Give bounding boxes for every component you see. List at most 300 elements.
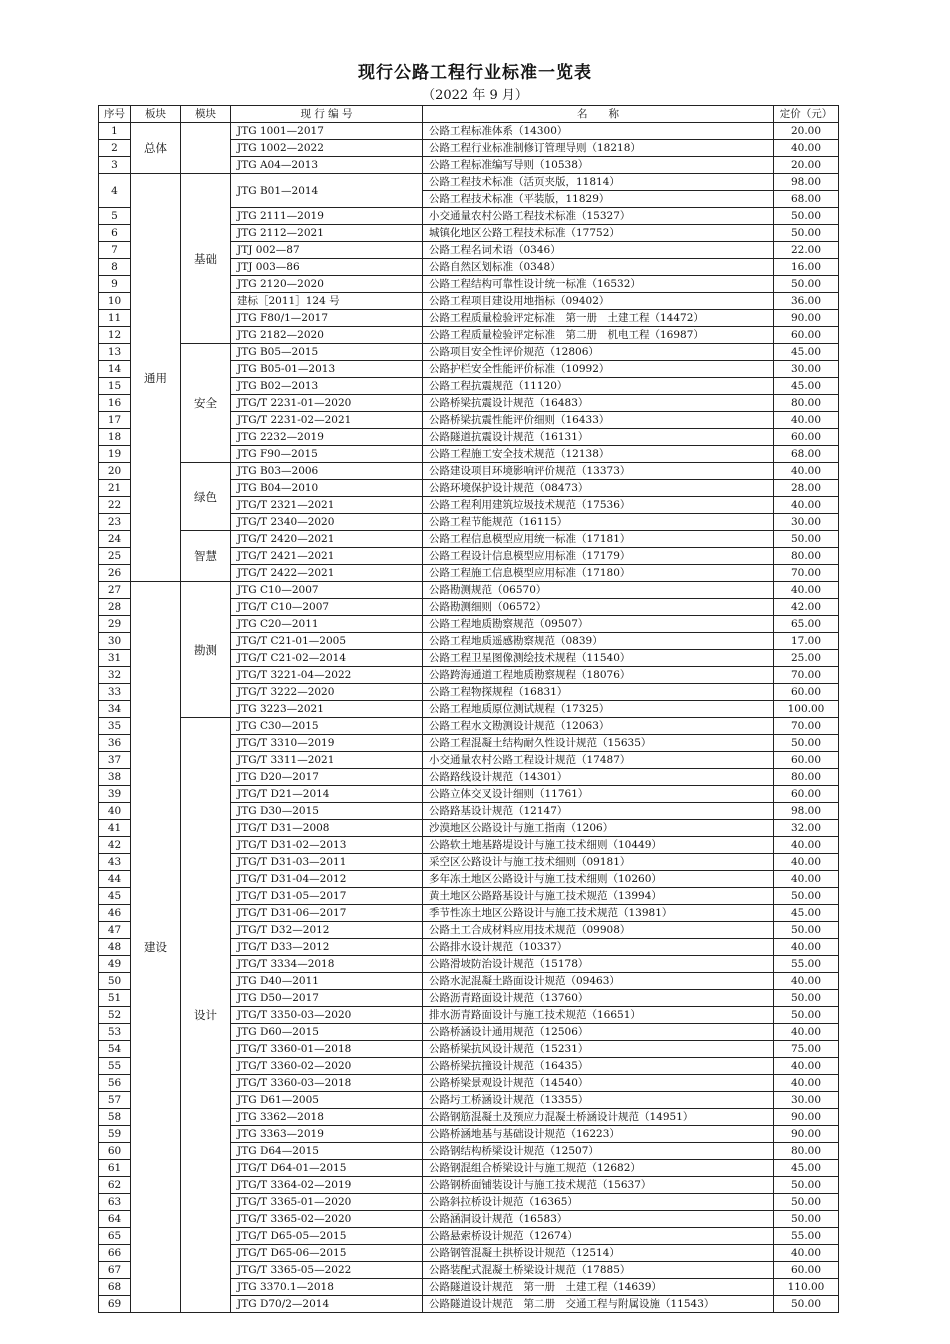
standard-code: JTG C10—2007	[231, 582, 423, 599]
table-row	[99, 344, 839, 361]
header-no: 序号	[99, 106, 131, 123]
standard-name: 公路勘测细则（06572）	[423, 599, 774, 616]
row-number: 65	[99, 1228, 131, 1245]
standard-price: 45.00	[774, 344, 839, 361]
standard-code: JTG D50—2017	[231, 990, 423, 1007]
row-number: 45	[99, 888, 131, 905]
module-label	[181, 123, 231, 174]
standard-code: JTG/T 3360-03—2018	[231, 1075, 423, 1092]
standard-price: 32.00	[774, 820, 839, 837]
standard-price: 45.00	[774, 378, 839, 395]
module-label: 设计	[181, 718, 231, 1313]
standard-price: 30.00	[774, 361, 839, 378]
standard-name: 公路工程节能规范（16115）	[423, 514, 774, 531]
standard-name: 公路桥梁抗撞设计规范（16435）	[423, 1058, 774, 1075]
row-number: 32	[99, 667, 131, 684]
standard-price: 65.00	[774, 616, 839, 633]
standard-name: 公路涵洞设计规范（16583）	[423, 1211, 774, 1228]
header-section: 板块	[131, 106, 181, 123]
standard-code: JTG B05—2015	[231, 344, 423, 361]
row-number: 23	[99, 514, 131, 531]
table-row	[99, 582, 839, 599]
standard-code: JTG/T D31-05—2017	[231, 888, 423, 905]
standard-code: JTG/T C21-02—2014	[231, 650, 423, 667]
standard-price: 40.00	[774, 837, 839, 854]
standard-name: 公路工程抗震规范（11120）	[423, 378, 774, 395]
row-number: 54	[99, 1041, 131, 1058]
standard-price: 50.00	[774, 990, 839, 1007]
standard-price: 90.00	[774, 1109, 839, 1126]
standard-name: 公路悬索桥设计规范（12674）	[423, 1228, 774, 1245]
standard-code: JTG/T 2321—2021	[231, 497, 423, 514]
standard-code: JTG/T D32—2012	[231, 922, 423, 939]
standard-name: 采空区公路设计与施工技术细则（09181）	[423, 854, 774, 871]
standard-name: 公路立体交叉设计细则（11761）	[423, 786, 774, 803]
standard-code: JTJ 003—86	[231, 259, 423, 276]
row-number: 19	[99, 446, 131, 463]
standard-code: JTG/T C21-01—2005	[231, 633, 423, 650]
standard-price: 70.00	[774, 565, 839, 582]
standard-name: 公路隧道抗震设计规范（16131）	[423, 429, 774, 446]
standard-code: JTG/T 3365-05—2022	[231, 1262, 423, 1279]
standard-price: 60.00	[774, 429, 839, 446]
row-number: 25	[99, 548, 131, 565]
standard-code: JTG/T D21—2014	[231, 786, 423, 803]
standard-name: 公路项目安全性评价规范（12806）	[423, 344, 774, 361]
standard-price: 75.00	[774, 1041, 839, 1058]
standard-name: 公路桥涵地基与基础设计规范（16223）	[423, 1126, 774, 1143]
row-number: 46	[99, 905, 131, 922]
section-label: 建设	[131, 582, 181, 1313]
standard-code: JTG B01—2014	[231, 174, 423, 208]
section-label: 通用	[131, 174, 181, 582]
standard-code: JTG D61—2005	[231, 1092, 423, 1109]
standard-price: 80.00	[774, 769, 839, 786]
standard-name: 公路工程地质原位测试规程（17325）	[423, 701, 774, 718]
table-row	[99, 174, 839, 191]
standard-price: 40.00	[774, 497, 839, 514]
standard-name: 公路桥涵设计通用规范（12506）	[423, 1024, 774, 1041]
row-number: 1	[99, 123, 131, 140]
standard-code: JTG D64—2015	[231, 1143, 423, 1160]
standard-code: JTG/T 2420—2021	[231, 531, 423, 548]
standard-price: 60.00	[774, 327, 839, 344]
row-number: 31	[99, 650, 131, 667]
standard-name: 公路土工合成材料应用技术规范（09908）	[423, 922, 774, 939]
standard-name: 公路工程信息模型应用统一标准（17181）	[423, 531, 774, 548]
standard-code: 建标［2011］124 号	[231, 293, 423, 310]
standard-name: 公路路线设计规范（14301）	[423, 769, 774, 786]
standard-name: 沙漠地区公路设计与施工指南（1206）	[423, 820, 774, 837]
standard-price: 40.00	[774, 412, 839, 429]
table-row	[99, 123, 839, 140]
standard-name: 公路沥青路面设计规范（13760）	[423, 990, 774, 1007]
standard-name: 公路软土地基路堤设计与施工技术细则（10449）	[423, 837, 774, 854]
section-label: 总体	[131, 123, 181, 174]
row-number: 36	[99, 735, 131, 752]
standard-code: JTG 2182—2020	[231, 327, 423, 344]
standard-price: 80.00	[774, 548, 839, 565]
standard-name: 公路工程名词术语（0346）	[423, 242, 774, 259]
table-row	[99, 463, 839, 480]
standard-code: JTG 2232—2019	[231, 429, 423, 446]
standard-code: JTG 3362—2018	[231, 1109, 423, 1126]
standard-code: JTG/T 2421—2021	[231, 548, 423, 565]
module-label: 安全	[181, 344, 231, 463]
standard-name: 公路钢混组合桥梁设计与施工规范（12682）	[423, 1160, 774, 1177]
row-number: 21	[99, 480, 131, 497]
standard-code: JTG F90—2015	[231, 446, 423, 463]
row-number: 9	[99, 276, 131, 293]
row-number: 42	[99, 837, 131, 854]
row-number: 59	[99, 1126, 131, 1143]
row-number: 8	[99, 259, 131, 276]
standard-code: JTG D70/2—2014	[231, 1296, 423, 1313]
standard-code: JTG/T 2422—2021	[231, 565, 423, 582]
standard-code: JTG C30—2015	[231, 718, 423, 735]
standard-name: 公路工程地质勘察规范（09507）	[423, 616, 774, 633]
standard-price: 50.00	[774, 735, 839, 752]
standard-name: 公路桥梁景观设计规范（14540）	[423, 1075, 774, 1092]
standard-price: 25.00	[774, 650, 839, 667]
table-row	[99, 531, 839, 548]
row-number: 29	[99, 616, 131, 633]
standard-price: 110.00	[774, 1279, 839, 1296]
standard-name: 公路工程质量检验评定标准 第二册 机电工程（16987）	[423, 327, 774, 344]
standard-code: JTG/T 3310—2019	[231, 735, 423, 752]
standard-code: JTG 2112—2021	[231, 225, 423, 242]
standard-name: 公路排水设计规范（10337）	[423, 939, 774, 956]
standard-code: JTG/T D33—2012	[231, 939, 423, 956]
standard-price: 40.00	[774, 973, 839, 990]
row-number: 69	[99, 1296, 131, 1313]
standard-code: JTG/T 3221-04—2022	[231, 667, 423, 684]
standard-name: 公路建设项目环境影响评价规范（13373）	[423, 463, 774, 480]
header-name: 名 称	[423, 106, 774, 123]
standard-code: JTG/T 2231-01—2020	[231, 395, 423, 412]
standard-name: 公路钢筋混凝土及预应力混凝土桥涵设计规范（14951）	[423, 1109, 774, 1126]
standard-price: 36.00	[774, 293, 839, 310]
standard-code: JTG/T 3311—2021	[231, 752, 423, 769]
standard-code: JTG/T 2340—2020	[231, 514, 423, 531]
standard-name: 公路工程技术标准（活页夹版，11814）	[423, 174, 774, 191]
standard-name: 公路工程混凝土结构耐久性设计规范（15635）	[423, 735, 774, 752]
standard-name: 公路工程物探规程（16831）	[423, 684, 774, 701]
standards-table	[98, 105, 839, 1313]
standard-price: 60.00	[774, 786, 839, 803]
row-number: 28	[99, 599, 131, 616]
standard-name: 公路护栏安全性能评价标准（10992）	[423, 361, 774, 378]
standard-price: 98.00	[774, 803, 839, 820]
standard-price: 50.00	[774, 1177, 839, 1194]
row-number: 6	[99, 225, 131, 242]
standard-name: 公路工程技术标准（平装版，11829）	[423, 191, 774, 208]
row-number: 17	[99, 412, 131, 429]
standard-code: JTG 3370.1—2018	[231, 1279, 423, 1296]
standard-code: JTG/T D64-01—2015	[231, 1160, 423, 1177]
standard-code: JTG/T 3334—2018	[231, 956, 423, 973]
standard-code: JTG B04—2010	[231, 480, 423, 497]
standard-name: 小交通量农村公路工程设计规范（17487）	[423, 752, 774, 769]
standard-price: 22.00	[774, 242, 839, 259]
standard-code: JTG/T D31-03—2011	[231, 854, 423, 871]
row-number: 38	[99, 769, 131, 786]
header-module: 模块	[181, 106, 231, 123]
module-label: 基础	[181, 174, 231, 344]
standard-price: 70.00	[774, 718, 839, 735]
standard-price: 70.00	[774, 667, 839, 684]
row-number: 33	[99, 684, 131, 701]
standard-price: 20.00	[774, 157, 839, 174]
standard-code: JTG 2111—2019	[231, 208, 423, 225]
row-number: 56	[99, 1075, 131, 1092]
standard-price: 40.00	[774, 871, 839, 888]
standard-price: 45.00	[774, 905, 839, 922]
standard-name: 多年冻土地区公路设计与施工技术细则（10260）	[423, 871, 774, 888]
standard-name: 公路工程标准体系（14300）	[423, 123, 774, 140]
row-number: 18	[99, 429, 131, 446]
standard-price: 40.00	[774, 1058, 839, 1075]
standard-price: 50.00	[774, 1211, 839, 1228]
standard-name: 公路工程行业标准制修订管理导则（18218）	[423, 140, 774, 157]
standard-name: 公路装配式混凝土桥梁设计规范（17885）	[423, 1262, 774, 1279]
standard-code: JTG/T D31-02—2013	[231, 837, 423, 854]
standard-price: 50.00	[774, 276, 839, 293]
standard-name: 公路自然区划标准（0348）	[423, 259, 774, 276]
standard-price: 50.00	[774, 531, 839, 548]
standard-code: JTJ 002—87	[231, 242, 423, 259]
row-number: 20	[99, 463, 131, 480]
standard-price: 17.00	[774, 633, 839, 650]
standard-code: JTG/T 3350-03—2020	[231, 1007, 423, 1024]
header-price: 定价（元）	[774, 106, 839, 123]
standard-name: 公路斜拉桥设计规范（16365）	[423, 1194, 774, 1211]
standard-name: 公路工程设计信息模型应用标准（17179）	[423, 548, 774, 565]
row-number: 37	[99, 752, 131, 769]
standard-price: 30.00	[774, 514, 839, 531]
standard-name: 公路钢桥面铺装设计与施工技术规范（15637）	[423, 1177, 774, 1194]
standard-price: 40.00	[774, 140, 839, 157]
standard-name: 公路隧道设计规范 第二册 交通工程与附属设施（11543）	[423, 1296, 774, 1313]
standard-price: 40.00	[774, 1024, 839, 1041]
standard-code: JTG/T 3360-02—2020	[231, 1058, 423, 1075]
standard-name: 公路圬工桥涵设计规范（13355）	[423, 1092, 774, 1109]
standard-name: 公路钢结构桥梁设计规范（12507）	[423, 1143, 774, 1160]
page-title: 现行公路工程行业标准一览表	[358, 63, 592, 83]
standard-name: 公路工程标准编写导则（10538）	[423, 157, 774, 174]
standard-code: JTG/T D31-06—2017	[231, 905, 423, 922]
standard-name: 公路勘测规范（06570）	[423, 582, 774, 599]
row-number: 55	[99, 1058, 131, 1075]
row-number: 40	[99, 803, 131, 820]
standard-name: 公路钢管混凝土拱桥设计规范（12514）	[423, 1245, 774, 1262]
standard-price: 40.00	[774, 1245, 839, 1262]
standard-price: 50.00	[774, 225, 839, 242]
standard-code: JTG/T 3364-02—2019	[231, 1177, 423, 1194]
standard-price: 40.00	[774, 939, 839, 956]
standard-name: 公路工程项目建设用地指标（09402）	[423, 293, 774, 310]
standard-name: 公路工程卫星图像测绘技术规程（11540）	[423, 650, 774, 667]
standard-name: 公路工程水文勘测设计规范（12063）	[423, 718, 774, 735]
row-number: 58	[99, 1109, 131, 1126]
module-label: 智慧	[181, 531, 231, 582]
standard-name: 公路工程地质遥感勘察规范（0839）	[423, 633, 774, 650]
standard-name: 公路桥梁抗震性能评价细则（16433）	[423, 412, 774, 429]
row-number: 49	[99, 956, 131, 973]
standard-name: 小交通量农村公路工程技术标准（15327）	[423, 208, 774, 225]
row-number: 14	[99, 361, 131, 378]
standard-price: 50.00	[774, 1296, 839, 1313]
standard-code: JTG 2120—2020	[231, 276, 423, 293]
standard-price: 42.00	[774, 599, 839, 616]
row-number: 63	[99, 1194, 131, 1211]
standard-price: 50.00	[774, 922, 839, 939]
standard-price: 40.00	[774, 463, 839, 480]
row-number: 16	[99, 395, 131, 412]
standard-name: 城镇化地区公路工程技术标准（17752）	[423, 225, 774, 242]
row-number: 67	[99, 1262, 131, 1279]
row-number: 7	[99, 242, 131, 259]
standard-code: JTG D30—2015	[231, 803, 423, 820]
row-number: 4	[99, 174, 131, 208]
page-subtitle: （2022 年 9 月）	[422, 88, 528, 103]
row-number: 48	[99, 939, 131, 956]
standard-price: 60.00	[774, 684, 839, 701]
row-number: 3	[99, 157, 131, 174]
standard-code: JTG 3223—2021	[231, 701, 423, 718]
table-body	[99, 123, 839, 1313]
row-number: 26	[99, 565, 131, 582]
standard-code: JTG/T 2231-02—2021	[231, 412, 423, 429]
row-number: 30	[99, 633, 131, 650]
row-number: 60	[99, 1143, 131, 1160]
module-label: 绿色	[181, 463, 231, 531]
standard-code: JTG C20—2011	[231, 616, 423, 633]
row-number: 11	[99, 310, 131, 327]
standard-code: JTG B02—2013	[231, 378, 423, 395]
standard-price: 16.00	[774, 259, 839, 276]
standard-name: 公路滑坡防治设计规范（15178）	[423, 956, 774, 973]
row-number: 50	[99, 973, 131, 990]
row-number: 41	[99, 820, 131, 837]
row-number: 53	[99, 1024, 131, 1041]
row-number: 61	[99, 1160, 131, 1177]
standard-code: JTG/T 3222—2020	[231, 684, 423, 701]
row-number: 62	[99, 1177, 131, 1194]
standard-code: JTG D40—2011	[231, 973, 423, 990]
standard-price: 55.00	[774, 1228, 839, 1245]
standard-name: 公路环境保护设计规范（08473）	[423, 480, 774, 497]
standard-price: 60.00	[774, 752, 839, 769]
standard-name: 公路桥梁抗风设计规范（15231）	[423, 1041, 774, 1058]
standard-code: JTG/T D65-06—2015	[231, 1245, 423, 1262]
standard-price: 68.00	[774, 446, 839, 463]
standard-name: 公路工程施工安全技术规范（12138）	[423, 446, 774, 463]
standard-code: JTG/T 3360-01—2018	[231, 1041, 423, 1058]
standard-code: JTG B03—2006	[231, 463, 423, 480]
standard-name: 排水沥青路面设计与施工技术规范（16651）	[423, 1007, 774, 1024]
standard-code: JTG B05-01—2013	[231, 361, 423, 378]
standard-code: JTG/T C10—2007	[231, 599, 423, 616]
standard-code: JTG 1002—2022	[231, 140, 423, 157]
module-label: 勘测	[181, 582, 231, 718]
standard-code: JTG/T D65-05—2015	[231, 1228, 423, 1245]
standard-code: JTG D60—2015	[231, 1024, 423, 1041]
standard-price: 98.00	[774, 174, 839, 191]
standard-code: JTG/T 3365-02—2020	[231, 1211, 423, 1228]
standard-price: 30.00	[774, 1092, 839, 1109]
row-number: 10	[99, 293, 131, 310]
row-number: 44	[99, 871, 131, 888]
standard-name: 公路桥梁抗震设计规范（16483）	[423, 395, 774, 412]
row-number: 24	[99, 531, 131, 548]
row-number: 27	[99, 582, 131, 599]
standard-price: 28.00	[774, 480, 839, 497]
standard-code: JTG/T D31—2008	[231, 820, 423, 837]
row-number: 35	[99, 718, 131, 735]
standard-code: JTG/T 3365-01—2020	[231, 1194, 423, 1211]
standard-name: 公路工程利用建筑垃圾技术规范（17536）	[423, 497, 774, 514]
standard-price: 20.00	[774, 123, 839, 140]
table-header-row	[99, 106, 839, 123]
standard-price: 50.00	[774, 208, 839, 225]
standard-code: JTG F80/1—2017	[231, 310, 423, 327]
table-row	[99, 718, 839, 735]
row-number: 51	[99, 990, 131, 1007]
row-number: 47	[99, 922, 131, 939]
standard-code: JTG A04—2013	[231, 157, 423, 174]
row-number: 5	[99, 208, 131, 225]
standard-price: 90.00	[774, 310, 839, 327]
row-number: 2	[99, 140, 131, 157]
row-number: 22	[99, 497, 131, 514]
row-number: 13	[99, 344, 131, 361]
row-number: 68	[99, 1279, 131, 1296]
standard-name: 公路水泥混凝土路面设计规范（09463）	[423, 973, 774, 990]
row-number: 12	[99, 327, 131, 344]
standard-price: 80.00	[774, 1143, 839, 1160]
standard-price: 45.00	[774, 1160, 839, 1177]
standard-code: JTG 3363—2019	[231, 1126, 423, 1143]
row-number: 15	[99, 378, 131, 395]
standard-price: 90.00	[774, 1126, 839, 1143]
row-number: 52	[99, 1007, 131, 1024]
standard-name: 公路工程质量检验评定标准 第一册 土建工程（14472）	[423, 310, 774, 327]
standard-name: 公路工程施工信息模型应用标准（17180）	[423, 565, 774, 582]
standard-price: 60.00	[774, 1262, 839, 1279]
row-number: 66	[99, 1245, 131, 1262]
standard-name: 黄土地区公路路基设计与施工技术规范（13994）	[423, 888, 774, 905]
standard-price: 40.00	[774, 854, 839, 871]
standard-price: 50.00	[774, 1007, 839, 1024]
row-number: 39	[99, 786, 131, 803]
standard-price: 40.00	[774, 1075, 839, 1092]
row-number: 34	[99, 701, 131, 718]
standard-price: 40.00	[774, 582, 839, 599]
standard-price: 80.00	[774, 395, 839, 412]
row-number: 64	[99, 1211, 131, 1228]
header-code: 现 行 编 号	[231, 106, 423, 123]
standard-name: 公路跨海通道工程地质勘察规程（18076）	[423, 667, 774, 684]
standard-price: 68.00	[774, 191, 839, 208]
standard-price: 50.00	[774, 1194, 839, 1211]
standard-code: JTG D20—2017	[231, 769, 423, 786]
row-number: 43	[99, 854, 131, 871]
standard-price: 55.00	[774, 956, 839, 973]
row-number: 57	[99, 1092, 131, 1109]
standard-name: 公路工程结构可靠性设计统一标准（16532）	[423, 276, 774, 293]
standard-name: 公路隧道设计规范 第一册 土建工程（14639）	[423, 1279, 774, 1296]
